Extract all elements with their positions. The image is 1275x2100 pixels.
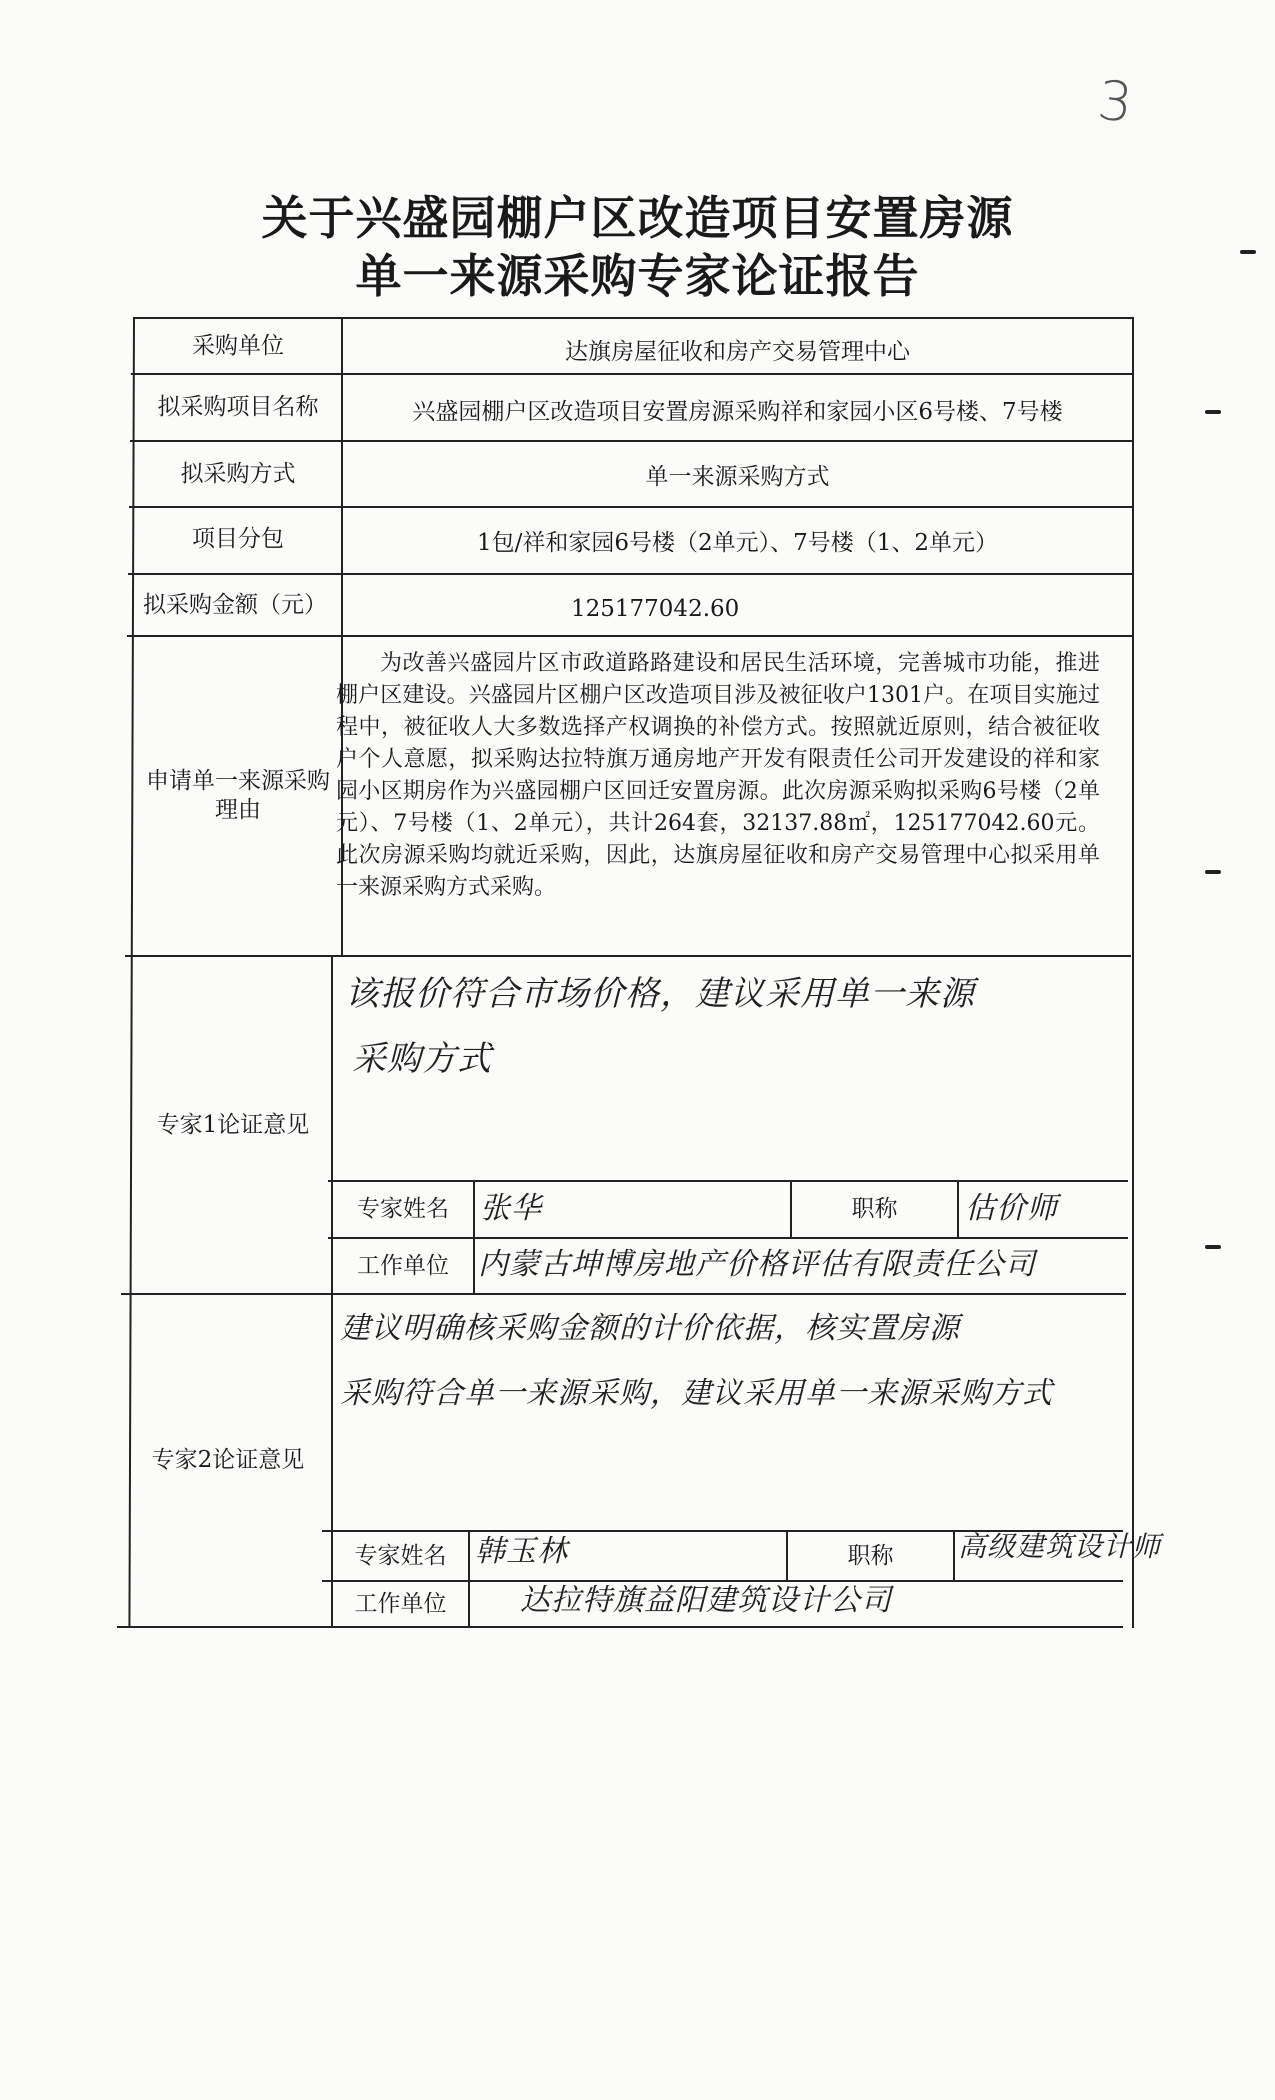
expert1-name-label: 专家姓名 [357,1196,449,1223]
package-label: 项目分包 [192,525,284,552]
expert2-name: 韩玉林 [475,1534,568,1569]
project-name-label: 拟采购项目名称 [157,394,319,421]
expert1-name: 张华 [480,1191,542,1226]
expert1-unit-label: 工作单位 [357,1252,449,1279]
document-title-line1: 关于兴盛园棚户区改造项目安置房源 [261,191,1014,245]
margin-mark [1205,410,1221,414]
expert1-opinion-line2: 采购方式 [352,1039,492,1079]
expert2-opinion-line2: 采购符合单一来源采购，建议采用单一来源采购方式 [340,1376,1053,1411]
project-name-value: 兴盛园棚户区改造项目安置房源采购祥和家园小区6号楼、7号楼 [412,399,1063,426]
expert2-name-label: 专家姓名 [354,1542,447,1569]
purchaser-value: 达旗房屋征收和房产交易管理中心 [565,338,910,365]
column-divider [473,1180,475,1293]
expert2-unit-label: 工作单位 [354,1590,447,1617]
expert2-unit: 达拉特旗益阳建筑设计公司 [520,1583,892,1618]
expert2-opinion-line1: 建议明确核采购金额的计价依据，核实置房源 [340,1311,960,1346]
expert1-title-label: 职称 [851,1196,898,1223]
expert2-title-label: 职称 [847,1542,894,1569]
method-value: 单一来源采购方式 [645,463,830,490]
purchaser-label: 采购单位 [192,332,284,359]
expert2-label: 专家2论证意见 [151,1447,305,1474]
package-value: 1包/祥和家园6号楼（2单元）、7号楼（1、2单元） [476,529,999,556]
amount-label: 拟采购金额（元） [143,591,327,618]
document-title-line2: 单一来源采购专家论证报告 [355,249,920,303]
expert1-title: 估价师 [965,1191,1058,1226]
column-divider [468,1530,470,1626]
table-border-right [1132,317,1134,1628]
expert1-opinion-line1: 该报价符合市场价格，建议采用单一来源 [345,974,975,1014]
amount-value: 125177042.60 [571,595,740,622]
margin-mark [1205,870,1221,874]
page-number: 3 [1094,68,1136,135]
expert1-unit: 内蒙古坤博房地产价格评估有限责任公司 [478,1247,1036,1282]
margin-mark [1205,1245,1221,1249]
column-divider [957,1180,959,1237]
margin-mark [1240,250,1256,254]
expert2-title: 高级建筑设计师 [958,1530,1162,1563]
method-label: 拟采购方式 [180,460,296,487]
expert1-label: 专家1论证意见 [156,1111,310,1138]
column-divider [953,1530,955,1580]
reason-text: 为改善兴盛园片区市政道路路建设和居民生活环境，完善城市功能，推进棚户区建设。兴盛园片区棚户区改造项目涉及被征收户1301户。在项目实施过程中，被征收人大多数选择产权调换的补偿方式。按照就近原则，结合被征收户个人意愿，拟采购达拉特旗万通房地产开发有限责任公司开发建设的祥和家园小区期房作为兴盛园棚户区回迁安置房源。此次房源采购拟采购6号楼（2单元）、7号楼（1、2单元），共计264套，32137.88㎡，125177042.60元。此次房源采购均就近采购，因此，达旗房屋征收和房产交易管理中心拟采用单一来源采购方式采购。 [336,651,1100,900]
reason-label: 申请单一来源采购理由 [146,768,330,823]
